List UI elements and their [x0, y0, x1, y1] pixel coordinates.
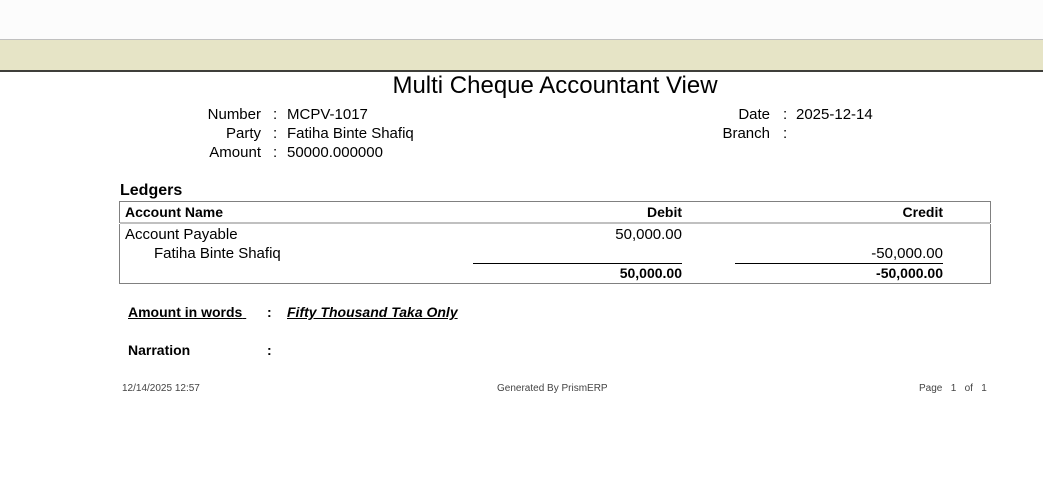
narration-label: Narration	[128, 342, 191, 358]
page-total: 1	[981, 383, 987, 394]
field-value: 2025-12-14	[796, 106, 873, 123]
field-value: Fatiha Binte Shafiq	[287, 125, 414, 142]
credit-value: -50,000.00	[871, 245, 943, 262]
field-colon: :	[273, 125, 278, 142]
credit-total: -50,000.00	[876, 265, 943, 281]
generated-by: Generated By PrismERP	[497, 383, 608, 394]
field-label: Date	[738, 106, 770, 123]
field-colon: :	[783, 106, 788, 123]
field-colon: :	[783, 125, 788, 142]
field-amount	[0, 144, 600, 162]
narration-colon: :	[267, 342, 272, 358]
amount-in-words-colon: :	[267, 304, 272, 320]
column-header-credit: Credit	[902, 204, 943, 220]
debit-total: 50,000.00	[619, 265, 682, 281]
account-name: Fatiha Binte Shafiq	[154, 245, 281, 262]
amount-in-words-label-text: Amount in words	[128, 304, 243, 320]
column-header-debit: Debit	[647, 204, 682, 220]
amount-in-words-label	[128, 304, 246, 320]
field-branch	[0, 125, 1043, 143]
column-header-account-name: Account Name	[125, 204, 224, 220]
report-title: Multi Cheque Accountant View	[392, 72, 718, 99]
field-label: Amount	[209, 144, 261, 161]
field-value: 50000.000000	[287, 144, 383, 161]
page-indicator	[919, 383, 987, 394]
debit-total-rule	[473, 263, 682, 264]
field-label: Branch	[722, 125, 770, 142]
field-colon: :	[273, 106, 278, 123]
field-label: Party	[225, 125, 261, 142]
page-current: 1	[950, 383, 957, 394]
amount-in-words-value: Fifty Thousand Taka Only	[287, 304, 458, 320]
field-value: MCPV-1017	[287, 106, 368, 123]
of-label: of	[964, 383, 973, 394]
report-toolbar	[0, 40, 1043, 72]
credit-total-rule	[735, 263, 943, 264]
print-timestamp: 12/14/2025 12:57	[122, 383, 200, 394]
ledgers-heading: Ledgers	[120, 182, 183, 199]
page-label: Page	[919, 383, 943, 394]
browser-top-area	[0, 0, 1043, 40]
ledger-table-header	[119, 201, 991, 223]
field-date	[0, 106, 1043, 124]
debit-value: 50,000.00	[615, 226, 682, 243]
field-label: Number	[207, 106, 261, 123]
ledger-table-body	[119, 224, 991, 284]
field-colon: :	[273, 144, 278, 161]
account-name: Account Payable	[125, 226, 238, 243]
